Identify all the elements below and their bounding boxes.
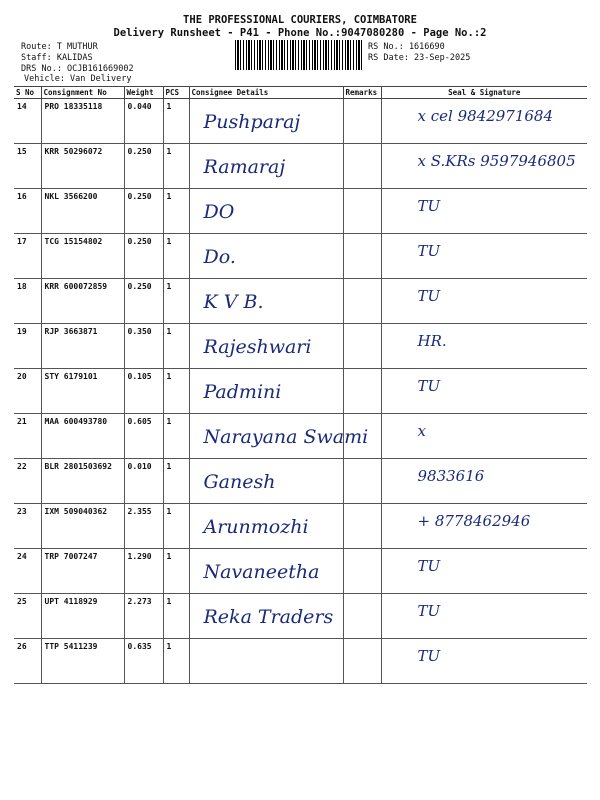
row-sno: 24 (14, 549, 41, 594)
row-seal (381, 639, 587, 684)
row-weight: 2.355 (124, 504, 163, 549)
row-seal (381, 459, 587, 504)
row-pcs: 1 (163, 594, 189, 639)
barcode (235, 40, 363, 70)
row-consignee (189, 99, 343, 144)
table-row (14, 189, 587, 234)
row-pcs: 1 (163, 459, 189, 504)
row-weight: 0.250 (124, 279, 163, 324)
consignee-handwriting: Rajeshwari (203, 336, 312, 358)
row-sno: 19 (14, 324, 41, 369)
row-remarks (343, 324, 381, 369)
signature-handwriting: x S.KRs 9597946805 (417, 152, 576, 170)
runsheet-subtitle: Delivery Runsheet - P41 - Phone No.:9047080280 - Page No.:2 (113, 27, 487, 39)
row-pcs: 1 (163, 549, 189, 594)
row-consignee (189, 594, 343, 639)
row-sno: 25 (14, 594, 41, 639)
row-sno: 26 (14, 639, 41, 684)
row-consignee (189, 414, 369, 459)
table-row (14, 369, 587, 414)
col-consignment: Consignment No (41, 87, 124, 99)
col-weight: Weight (124, 87, 163, 99)
route-label: Route: T MUTHUR (21, 42, 98, 52)
row-pcs: 1 (163, 369, 189, 414)
consignee-handwriting: Arunmozhi (203, 516, 309, 538)
row-consignment: NKL 3566200 (41, 189, 124, 234)
signature-handwriting: HR. (417, 332, 447, 350)
signature-handwriting: TU (417, 647, 441, 665)
row-pcs: 1 (163, 99, 189, 144)
row-consignment: KRR 600072859 (41, 279, 124, 324)
table-row (14, 639, 587, 684)
signature-handwriting: 9833616 (417, 467, 485, 485)
signature-handwriting: + 8778462946 (417, 512, 531, 530)
consignee-handwriting: Ganesh (203, 471, 276, 493)
row-pcs: 1 (163, 189, 189, 234)
row-weight: 0.250 (124, 234, 163, 279)
table-row (14, 414, 587, 459)
row-seal (381, 144, 587, 189)
row-remarks (343, 99, 381, 144)
row-pcs: 1 (163, 639, 189, 684)
vehicle-label: Vehicle: Van Delivery (24, 74, 132, 84)
row-seal (381, 279, 587, 324)
row-seal (381, 594, 587, 639)
row-consignee (189, 639, 343, 684)
row-remarks (343, 189, 381, 234)
row-remarks (343, 279, 381, 324)
row-seal (381, 549, 587, 594)
row-consignee (189, 234, 343, 279)
row-consignment: TCG 15154802 (41, 234, 124, 279)
row-remarks (343, 594, 381, 639)
rs-date: RS Date: 23-Sep-2025 (368, 53, 471, 63)
consignee-handwriting: Reka Traders (203, 606, 334, 628)
row-sno: 22 (14, 459, 41, 504)
row-consignment: TRP 7007247 (41, 549, 124, 594)
signature-handwriting: TU (417, 602, 441, 620)
row-remarks (343, 144, 381, 189)
row-weight: 0.040 (124, 99, 163, 144)
signature-handwriting: x (417, 422, 426, 440)
signature-handwriting: TU (417, 287, 441, 305)
row-weight: 0.250 (124, 189, 163, 234)
row-sno: 20 (14, 369, 41, 414)
table-row (14, 459, 587, 504)
col-sno: S No (14, 87, 41, 99)
row-seal (381, 414, 587, 459)
staff-label: Staff: KALIDAS (21, 53, 93, 63)
runsheet-table (14, 86, 587, 684)
table-row (14, 549, 587, 594)
col-pcs: PCS (163, 87, 189, 99)
consignee-handwriting: Padmini (203, 381, 282, 403)
signature-handwriting: TU (417, 197, 441, 215)
row-remarks (343, 459, 381, 504)
row-consignment: RJP 3663871 (41, 324, 124, 369)
row-consignee (189, 144, 343, 189)
row-remarks (343, 234, 381, 279)
row-consignment: BLR 2801503692 (41, 459, 124, 504)
table-row (14, 234, 587, 279)
row-weight: 1.290 (124, 549, 163, 594)
row-remarks (343, 639, 381, 684)
row-weight: 0.605 (124, 414, 163, 459)
row-consignment: TTP 5411239 (41, 639, 124, 684)
row-pcs: 1 (163, 279, 189, 324)
row-seal (381, 99, 587, 144)
row-pcs: 1 (163, 234, 189, 279)
row-pcs: 1 (163, 504, 189, 549)
row-consignee (189, 324, 343, 369)
row-seal (381, 504, 587, 549)
row-sno: 14 (14, 99, 41, 144)
table-row (14, 279, 587, 324)
signature-handwriting: x cel 9842971684 (417, 107, 554, 125)
consignee-handwriting: Navaneetha (203, 561, 320, 583)
table-row (14, 324, 587, 369)
consignee-handwriting: Ramaraj (203, 156, 286, 178)
consignee-handwriting: K V B. (203, 291, 264, 313)
signature-handwriting: TU (417, 377, 441, 395)
table-row (14, 99, 587, 144)
row-consignment: STY 6179101 (41, 369, 124, 414)
row-consignee (189, 189, 343, 234)
row-weight: 0.010 (124, 459, 163, 504)
row-consignee (189, 369, 343, 414)
row-seal (381, 369, 587, 414)
row-remarks (343, 369, 381, 414)
table-row (14, 594, 587, 639)
table-row (14, 504, 587, 549)
row-sno: 15 (14, 144, 41, 189)
row-consignment: UPT 4118929 (41, 594, 124, 639)
consignee-handwriting: Narayana Swami (203, 426, 369, 448)
row-pcs: 1 (163, 414, 189, 459)
row-weight: 0.105 (124, 369, 163, 414)
drs-label: DRS No.: OCJB161669002 (21, 64, 134, 74)
row-sno: 18 (14, 279, 41, 324)
col-remarks: Remarks (343, 87, 381, 99)
row-pcs: 1 (163, 324, 189, 369)
row-weight: 2.273 (124, 594, 163, 639)
row-seal (381, 234, 587, 279)
row-weight: 0.635 (124, 639, 163, 684)
row-sno: 21 (14, 414, 41, 459)
row-sno: 23 (14, 504, 41, 549)
consignee-handwriting: Pushparaj (203, 111, 301, 133)
row-consignee (189, 279, 343, 324)
signature-handwriting: TU (417, 557, 441, 575)
consignee-handwriting: Do. (203, 246, 236, 268)
row-consignee (189, 504, 343, 549)
table-header-row (14, 87, 587, 99)
row-pcs: 1 (163, 144, 189, 189)
row-consignment: IXM 509040362 (41, 504, 124, 549)
row-seal (381, 189, 587, 234)
signature-handwriting: TU (417, 242, 441, 260)
row-weight: 0.250 (124, 144, 163, 189)
col-consignee: Consignee Details (189, 87, 343, 99)
row-consignment: KRR 50296072 (41, 144, 124, 189)
row-weight: 0.350 (124, 324, 163, 369)
consignee-handwriting: DO (203, 201, 235, 223)
row-remarks (343, 504, 381, 549)
company-title: THE PROFESSIONAL COURIERS, COIMBATORE (183, 14, 417, 26)
row-seal (381, 324, 587, 369)
row-consignment: MAA 600493780 (41, 414, 124, 459)
col-seal: Seal & Signature (381, 87, 587, 99)
table-row (14, 144, 587, 189)
row-remarks (343, 549, 381, 594)
row-sno: 17 (14, 234, 41, 279)
row-consignment: PRO 18335118 (41, 99, 124, 144)
row-consignee (189, 459, 343, 504)
row-consignee (189, 549, 343, 594)
row-sno: 16 (14, 189, 41, 234)
rs-number: RS No.: 1616690 (368, 42, 445, 52)
